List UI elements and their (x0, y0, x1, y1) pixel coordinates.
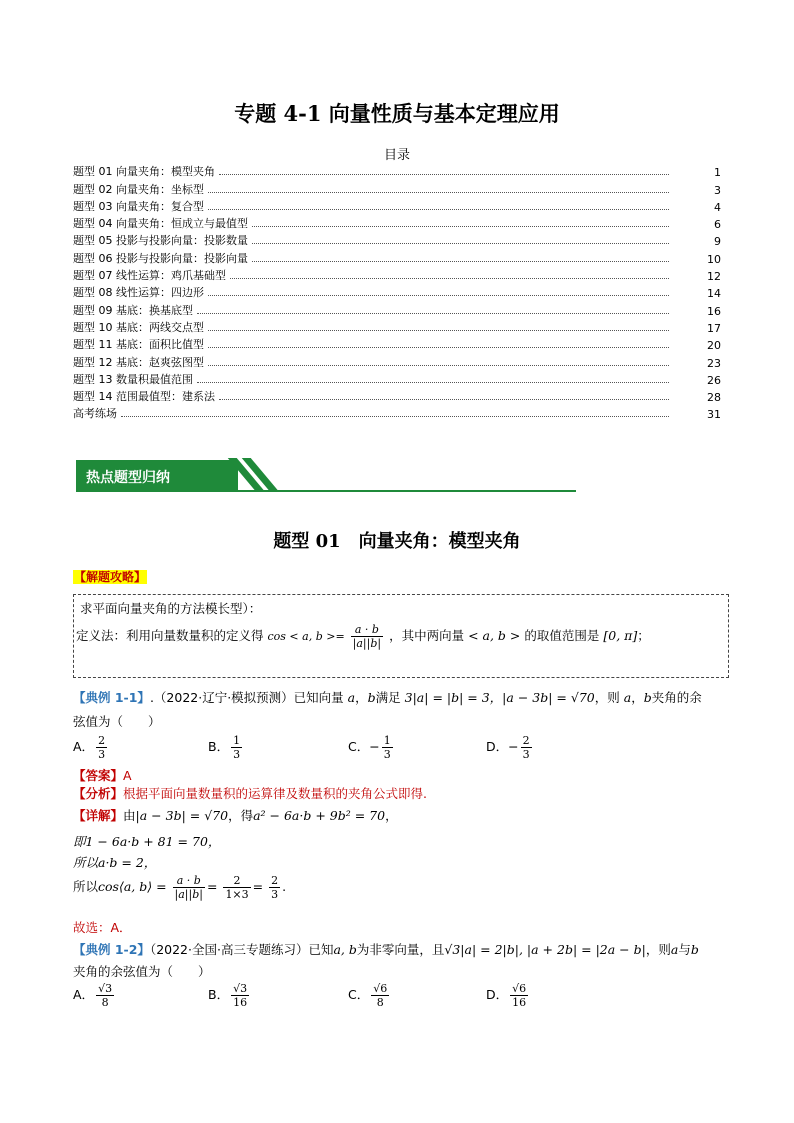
option-c[interactable]: C．− $\frac{1}{3}$ (348, 734, 391, 761)
toc-item[interactable]: 题型 08 线性运算：四边形 14 (73, 286, 721, 301)
toc-item[interactable]: 高考练场 31 (73, 407, 721, 422)
table-of-contents (73, 162, 721, 421)
example-2-line2: 夹角的余弦值为（ ） (73, 964, 211, 979)
detail-line1: 【详解】由|a − 3b| = √70，得a² − 6a·b + 9b² = 70， (73, 808, 398, 823)
option-a[interactable]: A． $\frac{2}{3}$ (73, 734, 106, 761)
toc-item[interactable]: 题型 05 投影与投影向量：投影数量 9 (73, 234, 721, 249)
toc-item[interactable]: 题型 09 基底：换基底型 16 (73, 303, 721, 318)
option-d[interactable]: D． $\frac{√6}{16}$ (486, 982, 527, 1009)
strategy-tag: 【解题攻略】 (74, 570, 147, 584)
option-c[interactable]: C． $\frac{√6}{8}$ (348, 982, 388, 1009)
detail-line3: 所以a·b = 2， (73, 855, 157, 870)
toc-item[interactable]: 题型 02 向量夹角：坐标型 3 (73, 182, 721, 197)
option-d[interactable]: D．− $\frac{2}{3}$ (486, 734, 530, 761)
conclusion: 故选：A． (73, 920, 132, 935)
option-b[interactable]: B． $\frac{√3}{16}$ (208, 982, 248, 1009)
toc-item[interactable]: 题型 01 向量夹角：模型夹角 1 (73, 165, 721, 180)
toc-item[interactable]: 题型 12 基底：赵爽弦图型 23 (73, 355, 721, 370)
detail-line4: 所以cos⟨a, b⟩ = $\frac{a \cdot b}{|a||b|}$ = $\frac{2}{1\times 3}$ = $\frac{2}{3}$ . (73, 874, 287, 901)
example-2-stem: 【典例 1-2】（2022·全国·高三专题练习）已知a, b为非零向量，且√3|a| = 2|b|, |a + 2b| = |2a − b|，则a与b (73, 942, 699, 957)
example-1-line2: 弦值为（ ） (73, 714, 161, 729)
toc-item[interactable]: 题型 06 投影与投影向量：投影向量 10 (73, 251, 721, 266)
toc-item[interactable]: 题型 07 线性运算：鸡爪基础型 12 (73, 269, 721, 284)
box-line1: 求平面向量夹角的方法模长型）： (80, 601, 262, 616)
detail-line2: 即1 − 6a·b + 81 = 70， (73, 834, 221, 849)
banner-text: 热点题型归纳 (86, 470, 170, 486)
toc-item[interactable]: 题型 10 基底：两线交点型 17 (73, 320, 721, 335)
option-a[interactable]: A． $\frac{√3}{8}$ (73, 982, 113, 1009)
toc-item[interactable]: 题型 13 数量积最值范围 26 (73, 372, 721, 387)
section-title: 题型 01 向量夹角：模型夹角 (273, 531, 521, 552)
answer: 【答案】A (73, 768, 132, 783)
toc-item[interactable]: 题型 14 范围最值型：建系法 28 (73, 390, 721, 405)
example-1-stem: 【典例 1-1】.（2022·辽宁·模拟预测）已知向量 a，b满足 3|a| = |b| = 3，|a − 3b| = √70，则 a，b夹角的余 (73, 690, 702, 705)
strategy-box (73, 594, 729, 678)
analysis: 【分析】根据平面向量数量积的运算律及数量积的夹角公式即得. (73, 786, 427, 801)
toc-item[interactable]: 题型 04 向量夹角：恒成立与最值型 6 (73, 217, 721, 232)
section-banner (76, 458, 576, 494)
box-line2: 定义法：利用向量数量积的定义得 cos < a, b >= $\frac{a \cdot b}{|a||b|}$ ，其中两向量 < a, b > 的取值范围是 [0, π]； (76, 623, 650, 650)
page-title: 专题 4-1 向量性质与基本定理应用 (234, 101, 560, 126)
option-b[interactable]: B． $\frac{1}{3}$ (208, 734, 241, 761)
toc-heading: 目录 (383, 148, 410, 163)
toc-item[interactable]: 题型 03 向量夹角：复合型 4 (73, 199, 721, 214)
toc-item[interactable]: 题型 11 基底：面积比值型 20 (73, 338, 721, 353)
